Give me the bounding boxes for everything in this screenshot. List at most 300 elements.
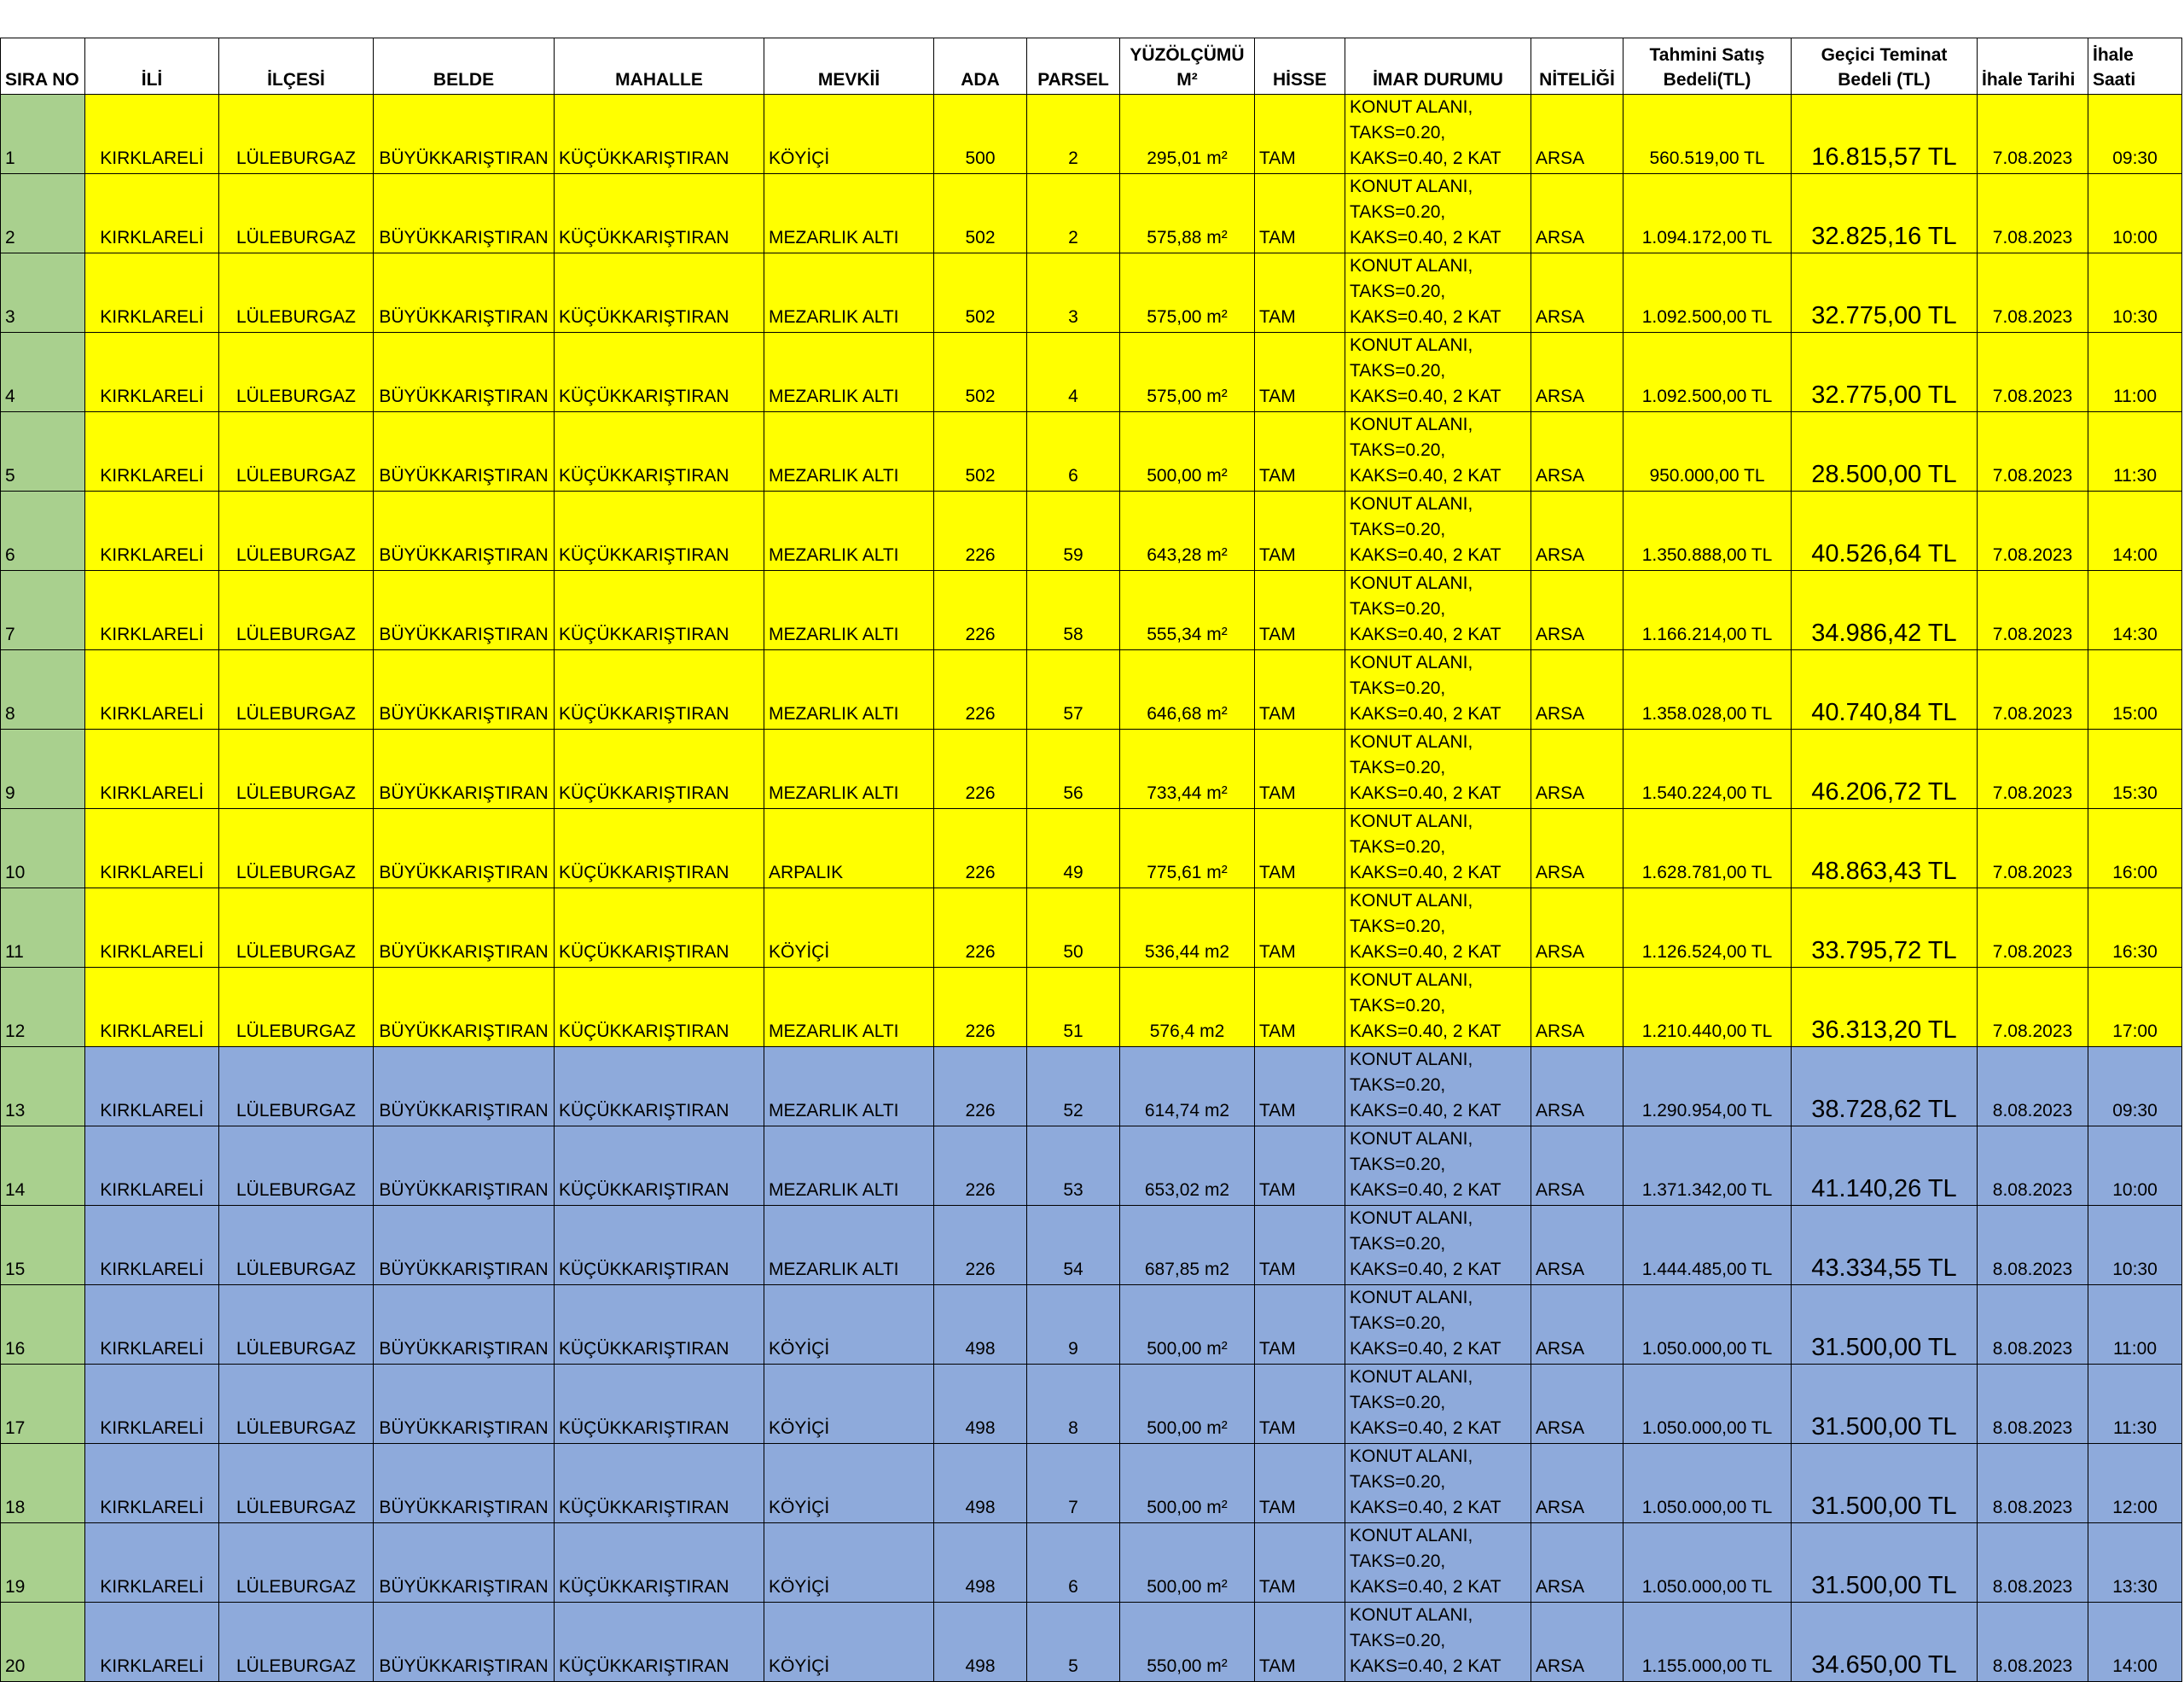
cell-ada: 502 (934, 253, 1027, 333)
cell-ili: KIRKLARELİ (85, 412, 219, 492)
cell-sira-no: 7 (1, 571, 85, 650)
cell-tahmini-satis-bedeli: 1.628.781,00 TL (1623, 809, 1792, 888)
cell-ihale-saati: 17:00 (2088, 968, 2182, 1047)
cell-yuzolcumu: 575,00 m² (1120, 333, 1255, 412)
cell-imar-durumu: KONUT ALANI, TAKS=0.20, KAKS=0.40, 2 KAT (1345, 253, 1531, 333)
cell-ili: KIRKLARELİ (85, 492, 219, 571)
table-row (1, 1047, 2182, 1126)
header-niteligi: NİTELİĞİ (1531, 38, 1623, 95)
cell-imar-durumu: KONUT ALANI, TAKS=0.20, KAKS=0.40, 2 KAT (1345, 571, 1531, 650)
table-row (1, 1365, 2182, 1444)
cell-parsel: 50 (1027, 888, 1120, 968)
cell-yuzolcumu: 500,00 m² (1120, 1523, 1255, 1603)
cell-ada: 498 (934, 1285, 1027, 1365)
table-row (1, 1126, 2182, 1206)
cell-sira-no: 8 (1, 650, 85, 730)
cell-imar-durumu: KONUT ALANI, TAKS=0.20, KAKS=0.40, 2 KAT (1345, 412, 1531, 492)
cell-ihale-saati: 09:30 (2088, 95, 2182, 174)
cell-mevkii: MEZARLIK ALTI (764, 968, 934, 1047)
cell-belde: BÜYÜKKARIŞTIRAN (374, 333, 555, 412)
cell-parsel: 3 (1027, 253, 1120, 333)
cell-gecici-teminat-bedeli: 31.500,00 TL (1792, 1523, 1978, 1603)
cell-mevkii: MEZARLIK ALTI (764, 730, 934, 809)
cell-sira-no: 2 (1, 174, 85, 253)
cell-yuzolcumu: 575,00 m² (1120, 253, 1255, 333)
cell-niteligi: ARSA (1531, 809, 1623, 888)
cell-ilcesi: LÜLEBURGAZ (219, 492, 374, 571)
cell-gecici-teminat-bedeli: 31.500,00 TL (1792, 1444, 1978, 1523)
cell-imar-durumu: KONUT ALANI, TAKS=0.20, KAKS=0.40, 2 KAT (1345, 1444, 1531, 1523)
cell-sira-no: 5 (1, 412, 85, 492)
cell-sira-no: 13 (1, 1047, 85, 1126)
cell-belde: BÜYÜKKARIŞTIRAN (374, 888, 555, 968)
cell-mahalle: KÜÇÜKKARIŞTIRAN (555, 253, 764, 333)
cell-mahalle: KÜÇÜKKARIŞTIRAN (555, 1603, 764, 1682)
header-tahmini-satis-bedeli: Tahmini Satış Bedeli(TL) (1623, 38, 1792, 95)
cell-belde: BÜYÜKKARIŞTIRAN (374, 1047, 555, 1126)
cell-belde: BÜYÜKKARIŞTIRAN (374, 1285, 555, 1365)
cell-imar-durumu: KONUT ALANI, TAKS=0.20, KAKS=0.40, 2 KAT (1345, 1365, 1531, 1444)
cell-parsel: 56 (1027, 730, 1120, 809)
cell-yuzolcumu: 775,61 m² (1120, 809, 1255, 888)
cell-tahmini-satis-bedeli: 1.050.000,00 TL (1623, 1523, 1792, 1603)
cell-ili: KIRKLARELİ (85, 1206, 219, 1285)
cell-ili: KIRKLARELİ (85, 333, 219, 412)
cell-mevkii: MEZARLIK ALTI (764, 571, 934, 650)
cell-ilcesi: LÜLEBURGAZ (219, 1285, 374, 1365)
cell-ili: KIRKLARELİ (85, 1126, 219, 1206)
cell-imar-durumu: KONUT ALANI, TAKS=0.20, KAKS=0.40, 2 KAT (1345, 333, 1531, 412)
cell-parsel: 6 (1027, 1523, 1120, 1603)
cell-mevkii: KÖYİÇİ (764, 95, 934, 174)
table-row (1, 809, 2182, 888)
cell-sira-no: 14 (1, 1126, 85, 1206)
cell-ihale-tarihi: 7.08.2023 (1978, 492, 2088, 571)
cell-ihale-saati: 14:00 (2088, 1603, 2182, 1682)
cell-mevkii: KÖYİÇİ (764, 1444, 934, 1523)
cell-ada: 502 (934, 333, 1027, 412)
cell-imar-durumu: KONUT ALANI, TAKS=0.20, KAKS=0.40, 2 KAT (1345, 809, 1531, 888)
cell-gecici-teminat-bedeli: 46.206,72 TL (1792, 730, 1978, 809)
cell-sira-no: 17 (1, 1365, 85, 1444)
cell-gecici-teminat-bedeli: 48.863,43 TL (1792, 809, 1978, 888)
cell-mevkii: MEZARLIK ALTI (764, 492, 934, 571)
cell-sira-no: 12 (1, 968, 85, 1047)
cell-ihale-saati: 16:30 (2088, 888, 2182, 968)
cell-tahmini-satis-bedeli: 1.155.000,00 TL (1623, 1603, 1792, 1682)
cell-mahalle: KÜÇÜKKARIŞTIRAN (555, 968, 764, 1047)
cell-niteligi: ARSA (1531, 333, 1623, 412)
cell-niteligi: ARSA (1531, 571, 1623, 650)
cell-sira-no: 6 (1, 492, 85, 571)
cell-tahmini-satis-bedeli: 1.050.000,00 TL (1623, 1365, 1792, 1444)
cell-niteligi: ARSA (1531, 650, 1623, 730)
cell-ihale-tarihi: 7.08.2023 (1978, 95, 2088, 174)
cell-tahmini-satis-bedeli: 1.371.342,00 TL (1623, 1126, 1792, 1206)
cell-imar-durumu: KONUT ALANI, TAKS=0.20, KAKS=0.40, 2 KAT (1345, 1603, 1531, 1682)
cell-ihale-saati: 11:30 (2088, 412, 2182, 492)
cell-tahmini-satis-bedeli: 1.126.524,00 TL (1623, 888, 1792, 968)
cell-ili: KIRKLARELİ (85, 809, 219, 888)
cell-ili: KIRKLARELİ (85, 571, 219, 650)
cell-ilcesi: LÜLEBURGAZ (219, 95, 374, 174)
header-imar-durumu: İMAR DURUMU (1345, 38, 1531, 95)
cell-niteligi: ARSA (1531, 730, 1623, 809)
cell-mahalle: KÜÇÜKKARIŞTIRAN (555, 1523, 764, 1603)
table-row (1, 1206, 2182, 1285)
cell-parsel: 53 (1027, 1126, 1120, 1206)
header-mevkii: MEVKİİ (764, 38, 934, 95)
cell-belde: BÜYÜKKARIŞTIRAN (374, 1523, 555, 1603)
cell-ada: 226 (934, 1047, 1027, 1126)
cell-hisse: TAM (1255, 730, 1345, 809)
cell-gecici-teminat-bedeli: 31.500,00 TL (1792, 1285, 1978, 1365)
cell-mahalle: KÜÇÜKKARIŞTIRAN (555, 809, 764, 888)
cell-gecici-teminat-bedeli: 41.140,26 TL (1792, 1126, 1978, 1206)
cell-imar-durumu: KONUT ALANI, TAKS=0.20, KAKS=0.40, 2 KAT (1345, 1285, 1531, 1365)
cell-gecici-teminat-bedeli: 33.795,72 TL (1792, 888, 1978, 968)
cell-hisse: TAM (1255, 253, 1345, 333)
cell-imar-durumu: KONUT ALANI, TAKS=0.20, KAKS=0.40, 2 KAT (1345, 968, 1531, 1047)
cell-yuzolcumu: 500,00 m² (1120, 1365, 1255, 1444)
cell-ada: 498 (934, 1365, 1027, 1444)
cell-ili: KIRKLARELİ (85, 95, 219, 174)
cell-mahalle: KÜÇÜKKARIŞTIRAN (555, 1444, 764, 1523)
header-belde: BELDE (374, 38, 555, 95)
cell-ada: 226 (934, 571, 1027, 650)
table-body (1, 95, 2182, 1682)
table-row (1, 174, 2182, 253)
header-ihale-saati: İhale Saati (2088, 38, 2182, 95)
cell-hisse: TAM (1255, 1126, 1345, 1206)
cell-ili: KIRKLARELİ (85, 1523, 219, 1603)
cell-tahmini-satis-bedeli: 950.000,00 TL (1623, 412, 1792, 492)
cell-ili: KIRKLARELİ (85, 888, 219, 968)
cell-ada: 498 (934, 1523, 1027, 1603)
cell-ada: 498 (934, 1444, 1027, 1523)
cell-ili: KIRKLARELİ (85, 1444, 219, 1523)
cell-ihale-tarihi: 8.08.2023 (1978, 1603, 2088, 1682)
cell-imar-durumu: KONUT ALANI, TAKS=0.20, KAKS=0.40, 2 KAT (1345, 730, 1531, 809)
cell-imar-durumu: KONUT ALANI, TAKS=0.20, KAKS=0.40, 2 KAT (1345, 1047, 1531, 1126)
cell-mevkii: MEZARLIK ALTI (764, 253, 934, 333)
cell-mahalle: KÜÇÜKKARIŞTIRAN (555, 1365, 764, 1444)
cell-ada: 226 (934, 730, 1027, 809)
cell-sira-no: 11 (1, 888, 85, 968)
cell-ili: KIRKLARELİ (85, 1603, 219, 1682)
cell-ili: KIRKLARELİ (85, 174, 219, 253)
cell-ada: 226 (934, 492, 1027, 571)
table-row (1, 888, 2182, 968)
cell-niteligi: ARSA (1531, 95, 1623, 174)
cell-gecici-teminat-bedeli: 32.775,00 TL (1792, 253, 1978, 333)
cell-ili: KIRKLARELİ (85, 730, 219, 809)
cell-sira-no: 19 (1, 1523, 85, 1603)
cell-parsel: 52 (1027, 1047, 1120, 1126)
cell-hisse: TAM (1255, 1603, 1345, 1682)
cell-mevkii: KÖYİÇİ (764, 1523, 934, 1603)
cell-ilcesi: LÜLEBURGAZ (219, 968, 374, 1047)
cell-belde: BÜYÜKKARIŞTIRAN (374, 1365, 555, 1444)
cell-belde: BÜYÜKKARIŞTIRAN (374, 1126, 555, 1206)
table-row (1, 1285, 2182, 1365)
cell-ihale-tarihi: 7.08.2023 (1978, 571, 2088, 650)
cell-mevkii: MEZARLIK ALTI (764, 1126, 934, 1206)
cell-ihale-saati: 10:00 (2088, 1126, 2182, 1206)
header-ihale-tarihi: İhale Tarihi (1978, 38, 2088, 95)
cell-imar-durumu: KONUT ALANI, TAKS=0.20, KAKS=0.40, 2 KAT (1345, 888, 1531, 968)
cell-parsel: 4 (1027, 333, 1120, 412)
cell-ihale-tarihi: 7.08.2023 (1978, 333, 2088, 412)
cell-ihale-saati: 10:30 (2088, 253, 2182, 333)
cell-ihale-saati: 12:00 (2088, 1444, 2182, 1523)
cell-parsel: 54 (1027, 1206, 1120, 1285)
table-row (1, 968, 2182, 1047)
cell-gecici-teminat-bedeli: 40.526,64 TL (1792, 492, 1978, 571)
cell-belde: BÜYÜKKARIŞTIRAN (374, 1603, 555, 1682)
cell-ihale-tarihi: 8.08.2023 (1978, 1285, 2088, 1365)
cell-ihale-tarihi: 7.08.2023 (1978, 412, 2088, 492)
cell-ili: KIRKLARELİ (85, 1365, 219, 1444)
cell-sira-no: 10 (1, 809, 85, 888)
cell-belde: BÜYÜKKARIŞTIRAN (374, 1206, 555, 1285)
cell-yuzolcumu: 575,88 m² (1120, 174, 1255, 253)
cell-parsel: 49 (1027, 809, 1120, 888)
cell-ilcesi: LÜLEBURGAZ (219, 1126, 374, 1206)
cell-gecici-teminat-bedeli: 16.815,57 TL (1792, 95, 1978, 174)
cell-ihale-saati: 15:00 (2088, 650, 2182, 730)
cell-tahmini-satis-bedeli: 1.210.440,00 TL (1623, 968, 1792, 1047)
cell-tahmini-satis-bedeli: 1.050.000,00 TL (1623, 1285, 1792, 1365)
cell-tahmini-satis-bedeli: 1.166.214,00 TL (1623, 571, 1792, 650)
header-row (1, 38, 2182, 95)
cell-hisse: TAM (1255, 1206, 1345, 1285)
cell-ilcesi: LÜLEBURGAZ (219, 174, 374, 253)
cell-tahmini-satis-bedeli: 1.092.500,00 TL (1623, 253, 1792, 333)
cell-yuzolcumu: 500,00 m² (1120, 412, 1255, 492)
cell-mahalle: KÜÇÜKKARIŞTIRAN (555, 571, 764, 650)
table-row (1, 492, 2182, 571)
cell-hisse: TAM (1255, 492, 1345, 571)
cell-ilcesi: LÜLEBURGAZ (219, 253, 374, 333)
cell-mevkii: MEZARLIK ALTI (764, 174, 934, 253)
cell-ilcesi: LÜLEBURGAZ (219, 888, 374, 968)
cell-mevkii: KÖYİÇİ (764, 888, 934, 968)
table-row (1, 412, 2182, 492)
cell-ili: KIRKLARELİ (85, 968, 219, 1047)
cell-ada: 226 (934, 1126, 1027, 1206)
cell-niteligi: ARSA (1531, 412, 1623, 492)
cell-mevkii: MEZARLIK ALTI (764, 333, 934, 412)
cell-ilcesi: LÜLEBURGAZ (219, 1206, 374, 1285)
cell-parsel: 5 (1027, 1603, 1120, 1682)
header-sira-no: SIRA NO (1, 38, 85, 95)
cell-mevkii: MEZARLIK ALTI (764, 650, 934, 730)
cell-belde: BÜYÜKKARIŞTIRAN (374, 571, 555, 650)
cell-yuzolcumu: 614,74 m2 (1120, 1047, 1255, 1126)
cell-mahalle: KÜÇÜKKARIŞTIRAN (555, 888, 764, 968)
cell-ili: KIRKLARELİ (85, 650, 219, 730)
cell-yuzolcumu: 646,68 m² (1120, 650, 1255, 730)
cell-hisse: TAM (1255, 1365, 1345, 1444)
cell-belde: BÜYÜKKARIŞTIRAN (374, 174, 555, 253)
cell-hisse: TAM (1255, 571, 1345, 650)
table-row (1, 95, 2182, 174)
table-row (1, 730, 2182, 809)
cell-mahalle: KÜÇÜKKARIŞTIRAN (555, 1047, 764, 1126)
cell-ihale-saati: 14:00 (2088, 492, 2182, 571)
cell-yuzolcumu: 500,00 m² (1120, 1285, 1255, 1365)
cell-yuzolcumu: 550,00 m² (1120, 1603, 1255, 1682)
cell-tahmini-satis-bedeli: 1.444.485,00 TL (1623, 1206, 1792, 1285)
cell-ihale-saati: 09:30 (2088, 1047, 2182, 1126)
cell-hisse: TAM (1255, 968, 1345, 1047)
cell-tahmini-satis-bedeli: 1.358.028,00 TL (1623, 650, 1792, 730)
cell-parsel: 58 (1027, 571, 1120, 650)
cell-ihale-saati: 11:00 (2088, 333, 2182, 412)
cell-ihale-saati: 10:30 (2088, 1206, 2182, 1285)
cell-parsel: 6 (1027, 412, 1120, 492)
cell-yuzolcumu: 500,00 m² (1120, 1444, 1255, 1523)
cell-imar-durumu: KONUT ALANI, TAKS=0.20, KAKS=0.40, 2 KAT (1345, 1523, 1531, 1603)
table-row (1, 253, 2182, 333)
cell-gecici-teminat-bedeli: 32.775,00 TL (1792, 333, 1978, 412)
cell-ili: KIRKLARELİ (85, 253, 219, 333)
cell-ilcesi: LÜLEBURGAZ (219, 333, 374, 412)
header-ilcesi: İLÇESİ (219, 38, 374, 95)
cell-ada: 226 (934, 650, 1027, 730)
cell-ihale-saati: 10:00 (2088, 174, 2182, 253)
cell-imar-durumu: KONUT ALANI, TAKS=0.20, KAKS=0.40, 2 KAT (1345, 174, 1531, 253)
cell-parsel: 2 (1027, 174, 1120, 253)
cell-niteligi: ARSA (1531, 1206, 1623, 1285)
cell-ihale-saati: 11:30 (2088, 1365, 2182, 1444)
cell-ihale-tarihi: 7.08.2023 (1978, 888, 2088, 968)
cell-mevkii: KÖYİÇİ (764, 1285, 934, 1365)
cell-niteligi: ARSA (1531, 1603, 1623, 1682)
cell-hisse: TAM (1255, 1444, 1345, 1523)
cell-yuzolcumu: 653,02 m2 (1120, 1126, 1255, 1206)
cell-gecici-teminat-bedeli: 43.334,55 TL (1792, 1206, 1978, 1285)
cell-sira-no: 15 (1, 1206, 85, 1285)
cell-imar-durumu: KONUT ALANI, TAKS=0.20, KAKS=0.40, 2 KAT (1345, 1206, 1531, 1285)
cell-yuzolcumu: 295,01 m² (1120, 95, 1255, 174)
header-ada: ADA (934, 38, 1027, 95)
cell-yuzolcumu: 555,34 m² (1120, 571, 1255, 650)
cell-ihale-tarihi: 7.08.2023 (1978, 968, 2088, 1047)
cell-mahalle: KÜÇÜKKARIŞTIRAN (555, 174, 764, 253)
cell-gecici-teminat-bedeli: 40.740,84 TL (1792, 650, 1978, 730)
cell-hisse: TAM (1255, 333, 1345, 412)
header-ili: İLİ (85, 38, 219, 95)
cell-hisse: TAM (1255, 809, 1345, 888)
cell-imar-durumu: KONUT ALANI, TAKS=0.20, KAKS=0.40, 2 KAT (1345, 492, 1531, 571)
cell-yuzolcumu: 536,44 m2 (1120, 888, 1255, 968)
table-row (1, 333, 2182, 412)
header-hisse: HİSSE (1255, 38, 1345, 95)
cell-ilcesi: LÜLEBURGAZ (219, 571, 374, 650)
cell-ihale-tarihi: 8.08.2023 (1978, 1206, 2088, 1285)
cell-belde: BÜYÜKKARIŞTIRAN (374, 730, 555, 809)
cell-imar-durumu: KONUT ALANI, TAKS=0.20, KAKS=0.40, 2 KAT (1345, 650, 1531, 730)
cell-mahalle: KÜÇÜKKARIŞTIRAN (555, 95, 764, 174)
cell-mevkii: ARPALIK (764, 809, 934, 888)
cell-hisse: TAM (1255, 412, 1345, 492)
cell-parsel: 59 (1027, 492, 1120, 571)
cell-gecici-teminat-bedeli: 38.728,62 TL (1792, 1047, 1978, 1126)
header-yuzolcumu: YÜZÖLÇÜMÜ M² (1120, 38, 1255, 95)
cell-mahalle: KÜÇÜKKARIŞTIRAN (555, 492, 764, 571)
cell-niteligi: ARSA (1531, 492, 1623, 571)
cell-sira-no: 16 (1, 1285, 85, 1365)
cell-tahmini-satis-bedeli: 1.050.000,00 TL (1623, 1444, 1792, 1523)
cell-ili: KIRKLARELİ (85, 1285, 219, 1365)
cell-tahmini-satis-bedeli: 1.094.172,00 TL (1623, 174, 1792, 253)
cell-yuzolcumu: 643,28 m² (1120, 492, 1255, 571)
cell-hisse: TAM (1255, 1523, 1345, 1603)
cell-parsel: 2 (1027, 95, 1120, 174)
table-row (1, 571, 2182, 650)
cell-parsel: 9 (1027, 1285, 1120, 1365)
cell-niteligi: ARSA (1531, 1444, 1623, 1523)
cell-niteligi: ARSA (1531, 1285, 1623, 1365)
cell-gecici-teminat-bedeli: 32.825,16 TL (1792, 174, 1978, 253)
cell-mahalle: KÜÇÜKKARIŞTIRAN (555, 730, 764, 809)
cell-mevkii: KÖYİÇİ (764, 1365, 934, 1444)
cell-ihale-saati: 16:00 (2088, 809, 2182, 888)
cell-ihale-tarihi: 8.08.2023 (1978, 1126, 2088, 1206)
table-row (1, 650, 2182, 730)
cell-belde: BÜYÜKKARIŞTIRAN (374, 650, 555, 730)
cell-parsel: 51 (1027, 968, 1120, 1047)
cell-tahmini-satis-bedeli: 1.290.954,00 TL (1623, 1047, 1792, 1126)
cell-mevkii: KÖYİÇİ (764, 1603, 934, 1682)
cell-sira-no: 18 (1, 1444, 85, 1523)
cell-ilcesi: LÜLEBURGAZ (219, 1523, 374, 1603)
cell-ilcesi: LÜLEBURGAZ (219, 1047, 374, 1126)
cell-ada: 500 (934, 95, 1027, 174)
header-parsel: PARSEL (1027, 38, 1120, 95)
cell-ihale-saati: 13:30 (2088, 1523, 2182, 1603)
cell-belde: BÜYÜKKARIŞTIRAN (374, 1444, 555, 1523)
cell-gecici-teminat-bedeli: 34.986,42 TL (1792, 571, 1978, 650)
cell-mahalle: KÜÇÜKKARIŞTIRAN (555, 1126, 764, 1206)
cell-tahmini-satis-bedeli: 1.092.500,00 TL (1623, 333, 1792, 412)
cell-ada: 226 (934, 1206, 1027, 1285)
cell-sira-no: 20 (1, 1603, 85, 1682)
auction-table (0, 38, 2182, 1682)
cell-gecici-teminat-bedeli: 34.650,00 TL (1792, 1603, 1978, 1682)
cell-belde: BÜYÜKKARIŞTIRAN (374, 412, 555, 492)
cell-hisse: TAM (1255, 95, 1345, 174)
cell-ada: 502 (934, 174, 1027, 253)
cell-imar-durumu: KONUT ALANI, TAKS=0.20, KAKS=0.40, 2 KAT (1345, 1126, 1531, 1206)
cell-tahmini-satis-bedeli: 1.350.888,00 TL (1623, 492, 1792, 571)
cell-tahmini-satis-bedeli: 1.540.224,00 TL (1623, 730, 1792, 809)
table-row (1, 1523, 2182, 1603)
cell-hisse: TAM (1255, 650, 1345, 730)
cell-ilcesi: LÜLEBURGAZ (219, 650, 374, 730)
cell-niteligi: ARSA (1531, 968, 1623, 1047)
cell-tahmini-satis-bedeli: 560.519,00 TL (1623, 95, 1792, 174)
cell-ihale-tarihi: 7.08.2023 (1978, 730, 2088, 809)
cell-belde: BÜYÜKKARIŞTIRAN (374, 253, 555, 333)
cell-ada: 226 (934, 809, 1027, 888)
cell-ihale-tarihi: 8.08.2023 (1978, 1444, 2088, 1523)
table-row (1, 1444, 2182, 1523)
cell-sira-no: 9 (1, 730, 85, 809)
header-mahalle: MAHALLE (555, 38, 764, 95)
